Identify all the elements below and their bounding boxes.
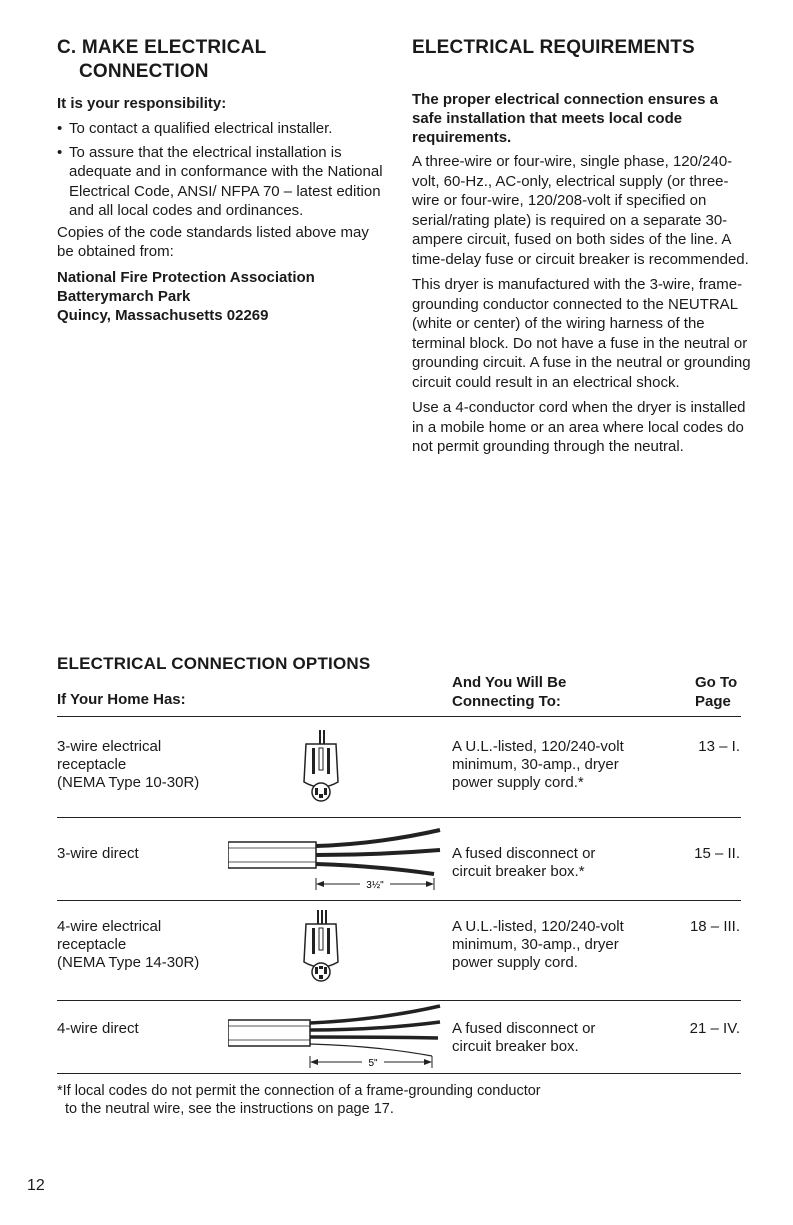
- left-column: [57, 36, 387, 325]
- section-heading: [57, 36, 387, 84]
- col-header-connect: [452, 673, 566, 711]
- org-street: Batterymarch Park: [57, 287, 191, 305]
- row-rule: [57, 1000, 741, 1001]
- four-conductor-paragraph: Use a 4-conductor cord when the dryer is installed in a mobile home or an area where local codes do not permit grounding through the neutral.: [412, 399, 746, 455]
- 3-wire-cable-icon: [228, 826, 444, 896]
- grounding-paragraph: This dryer is manufactured with the 3-wire, frame-grounding conductor connected to the NEUTRAL (white or center) of the wiring harness of the terminal block. Do not have a fuse in the neutral or grounding circuit. A fuse in the neutral or grounding circuit could result in an electrical shock.: [412, 276, 751, 391]
- right-column: [412, 36, 752, 457]
- 4-wire-cable-icon: [228, 1004, 444, 1074]
- col-header-connect-line-2: Connecting To:: [452, 693, 561, 710]
- row-page-4wire-receptacle: 18 – III.: [689, 918, 740, 935]
- row-connect-3wire-receptacle: [452, 738, 624, 792]
- responsibility-list: [57, 119, 387, 221]
- row-connect-line: power supply cord.*: [452, 774, 584, 791]
- row-home-line: receptacle: [57, 936, 127, 953]
- row-home-3wire-direct: [57, 845, 139, 863]
- row-home-4wire-receptacle: [57, 918, 199, 972]
- footnote-line-1: *If local codes do not permit the connection of a frame-grounding conductor: [57, 1083, 541, 1099]
- row-home-line: 3-wire electrical: [57, 738, 162, 755]
- bullet-item-code-conformance: • To assure that the electrical installation is adequate and in conformance with the National Electrical Code, ANSI/ NFPA 70 – latest edition and all local codes and ordinances.: [57, 143, 387, 221]
- row-connect-line: minimum, 30-amp., dryer: [452, 936, 619, 953]
- row-connect-line: A fused disconnect or: [452, 1020, 596, 1037]
- row-home-line: 3-wire direct: [57, 845, 139, 862]
- footnote: [57, 1082, 541, 1118]
- copies-text: Copies of the code standards listed above may be obtained from:: [57, 223, 369, 260]
- row-connect-line: circuit breaker box.: [452, 1038, 579, 1055]
- bullet-item-installer: • To contact a qualified electrical installer.: [57, 119, 387, 139]
- row-connect-3wire-direct: [452, 845, 595, 881]
- table-bottom-rule: [57, 1073, 741, 1074]
- row-home-line: 4-wire direct: [57, 1020, 139, 1037]
- col-header-page-line-1: Go To: [695, 674, 738, 691]
- row-rule: [57, 817, 741, 818]
- requirements-heading: ELECTRICAL REQUIREMENTS: [412, 37, 695, 58]
- row-connect-line: power supply cord.: [452, 954, 578, 971]
- row-connect-line: A fused disconnect or: [452, 845, 596, 862]
- row-rule: [57, 900, 741, 901]
- 4-prong-receptacle-icon: [300, 910, 342, 986]
- row-page-3wire-receptacle: 13 – I.: [698, 738, 740, 755]
- dimension-label: 3½": [366, 880, 384, 891]
- 3-prong-receptacle-icon: [300, 730, 342, 806]
- heading-line-1: C. MAKE ELECTRICAL: [57, 37, 267, 58]
- row-connect-line: circuit breaker box.*: [452, 863, 585, 880]
- row-home-3wire-receptacle: [57, 738, 199, 792]
- requirements-intro: The proper electrical connection ensures a safe installation that meets local code requirements.: [412, 91, 718, 146]
- row-connect-line: A U.L.-listed, 120/240-volt: [452, 738, 624, 755]
- col-header-connect-line-1: And You Will Be: [452, 674, 567, 691]
- dimension-label: 5": [368, 1058, 378, 1069]
- organization-address: [57, 268, 387, 325]
- responsibility-label: It is your responsibility:: [57, 95, 227, 112]
- row-home-line: receptacle: [57, 756, 127, 773]
- options-heading: ELECTRICAL CONNECTION OPTIONS: [57, 654, 371, 673]
- page-number: 12: [27, 1177, 45, 1194]
- row-home-line: (NEMA Type 14-30R): [57, 954, 200, 971]
- row-home-line: 4-wire electrical: [57, 918, 162, 935]
- row-home-4wire-direct: [57, 1020, 139, 1038]
- supply-paragraph: A three-wire or four-wire, single phase, 120/240-volt, 60-Hz., AC-only, electrical supply (or three-wire or four-wire, 120/208-volt if specified on serial/rating plate) is required on a separate 30-ampere circuit, fused on both sides of the line. A time-delay fuse or circuit breaker is recommended.: [412, 153, 749, 268]
- org-name: National Fire Protection Association: [57, 268, 315, 286]
- org-city: Quincy, Massachusetts 02269: [57, 306, 269, 324]
- row-connect-line: A U.L.-listed, 120/240-volt: [452, 918, 624, 935]
- row-home-line: (NEMA Type 10-30R): [57, 774, 200, 791]
- row-connect-4wire-direct: [452, 1020, 595, 1056]
- header-rule: [57, 716, 741, 717]
- row-connect-line: minimum, 30-amp., dryer: [452, 756, 619, 773]
- footnote-line-2: to the neutral wire, see the instructions on page 17.: [65, 1101, 394, 1117]
- col-header-page-line-2: Page: [695, 693, 731, 710]
- row-page-4wire-direct: 21 – IV.: [689, 1020, 740, 1037]
- heading-line-2: CONNECTION: [79, 61, 209, 82]
- col-header-home: If Your Home Has:: [57, 691, 186, 708]
- row-page-3wire-direct: 15 – II.: [694, 845, 740, 862]
- col-header-page: [695, 673, 737, 711]
- row-connect-4wire-receptacle: [452, 918, 624, 972]
